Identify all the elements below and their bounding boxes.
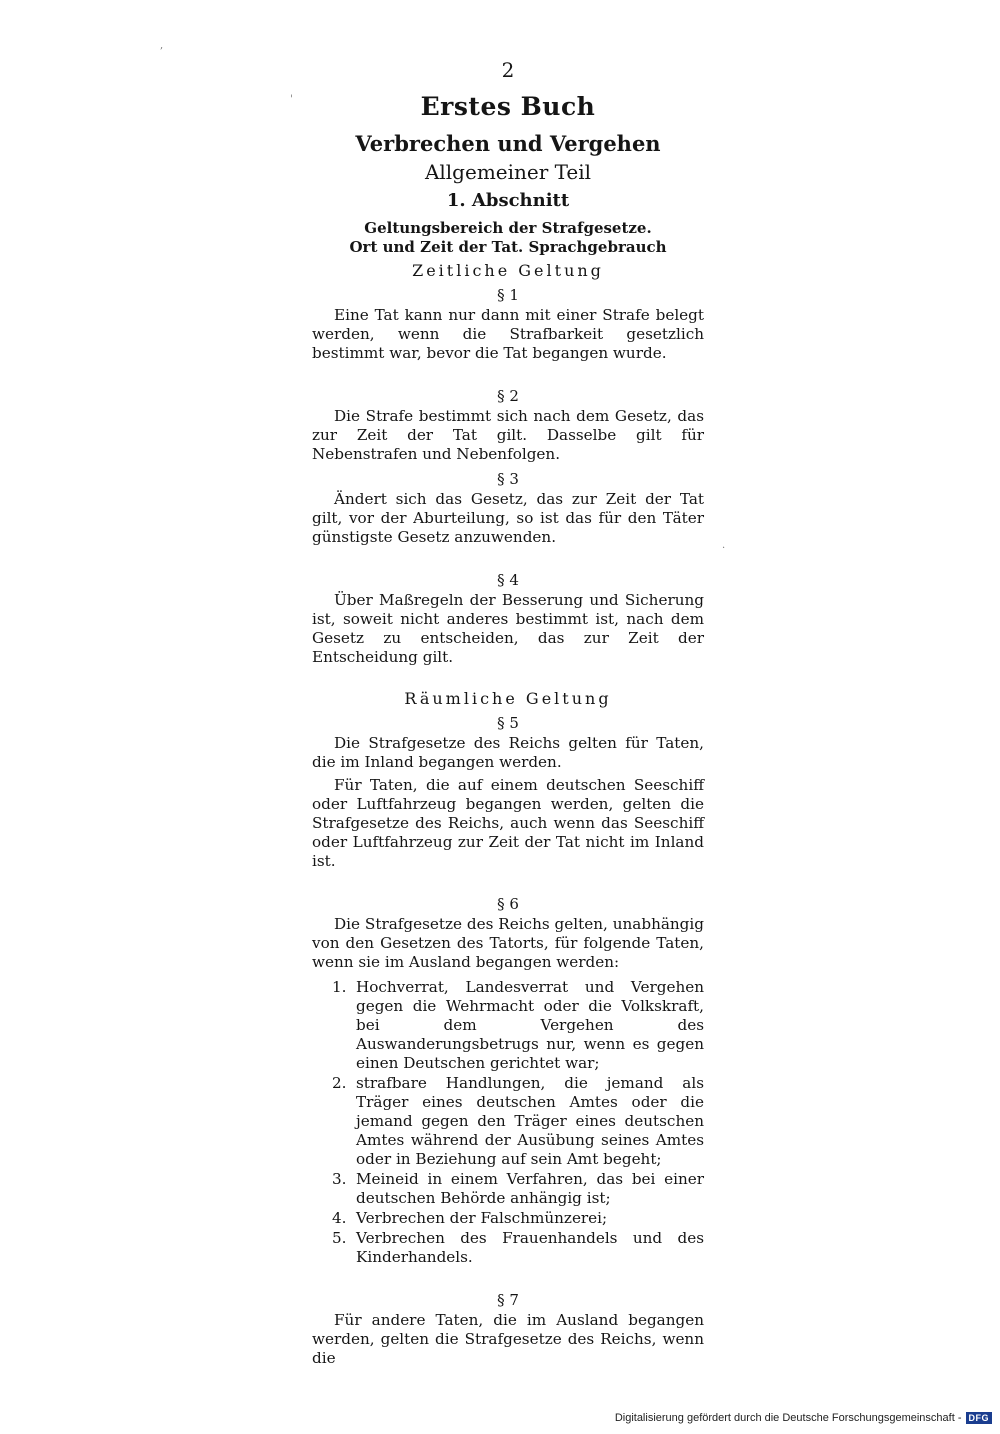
- list-item: [312, 1170, 704, 1208]
- credit-text: Digitalisierung gefördert durch die Deutsche Forschungsgemeinschaft -: [614, 1412, 962, 1424]
- paragraph-number-1: § 1: [497, 286, 519, 304]
- subheading-temporal: Zeitliche Geltung: [412, 261, 604, 280]
- list-item-text: Verbrechen des Frauenhandels und des Kinderhandels.: [356, 1229, 704, 1266]
- list-item: [312, 1229, 704, 1267]
- list-item-number: 1.: [332, 978, 347, 996]
- document-page: [312, 58, 704, 1368]
- paragraph-5-text-2: Für Taten, die auf einem deutschen Seeschiff oder Luftfahrzeug begangen werden, gelten die Strafgesetze des Reichs, auch wenn das Seeschiff oder Luftfahrzeug zur Zeit der Tat nicht im Inland ist.: [312, 776, 704, 870]
- part-title: Allgemeiner Teil: [424, 160, 592, 184]
- paragraph-number-3: § 3: [497, 470, 519, 488]
- scan-speck: ,: [160, 40, 164, 51]
- page-number: 2: [501, 58, 515, 82]
- list-item-number: 2.: [332, 1074, 347, 1092]
- list-item-text: Hochverrat, Landesverrat und Vergehen gegen die Wehrmacht oder die Volkskraft, bei dem Vergehen des Auswanderungsbetrugs nur, wenn es gegen einen Deutschen gerichtet war;: [356, 978, 704, 1072]
- paragraph-number-6: § 6: [497, 895, 519, 913]
- scan-speck: .: [722, 540, 726, 551]
- paragraph-number-4: § 4: [497, 571, 519, 589]
- paragraph-3-text: Ändert sich das Gesetz, das zur Zeit der Tat gilt, vor der Aburteilung, so ist das für den Täter günstigste Gesetz anzuwenden.: [312, 490, 704, 546]
- list-item-number: 4.: [332, 1209, 347, 1227]
- paragraph-5-text-1: Die Strafgesetze des Reichs gelten für Taten, die im Inland begangen werden.: [312, 734, 704, 771]
- book-title: Erstes Buch: [420, 92, 596, 121]
- paragraph-7-text: Für andere Taten, die im Ausland begangen werden, gelten die Strafgesetze des Reichs, wenn die: [312, 1311, 704, 1367]
- paragraph-4-text: Über Maßregeln der Besserung und Sicherung ist, soweit nicht anderes bestimmt ist, nach dem Gesetz zu entscheiden, das zur Zeit der Entscheidung gilt.: [312, 591, 704, 666]
- paragraph-1-text: Eine Tat kann nur dann mit einer Strafe belegt werden, wenn die Strafbarkeit gesetzlich bestimmt war, bevor die Tat begangen wurde.: [312, 306, 704, 362]
- section-description-line-2: Ort und Zeit der Tat. Sprachgebrauch: [349, 238, 667, 256]
- paragraph-2-text: Die Strafe bestimmt sich nach dem Gesetz, das zur Zeit der Tat gilt. Dasselbe gilt für Nebenstrafen und Nebenfolgen.: [312, 407, 704, 463]
- dfg-logo: DFG: [966, 1412, 993, 1424]
- list-item-text: Meineid in einem Verfahren, das bei einer deutschen Behörde anhängig ist;: [356, 1170, 704, 1207]
- list-item-text: Verbrechen der Falschmünzerei;: [356, 1209, 608, 1227]
- subheading-spatial: Räumliche Geltung: [404, 689, 612, 708]
- list-item-number: 3.: [332, 1170, 347, 1188]
- list-item-text: strafbare Handlungen, die jemand als Träger eines deutschen Amtes oder die jemand gegen den Träger eines deutschen Amtes während der Ausübung seines Amtes oder in Beziehung auf sein Amt begeht;: [356, 1074, 704, 1168]
- list-item: [312, 1209, 704, 1228]
- list-item-number: 5.: [332, 1229, 347, 1247]
- list-item: [312, 978, 704, 1073]
- paragraph-number-5: § 5: [497, 714, 519, 732]
- section-title: 1. Abschnitt: [446, 190, 570, 211]
- paragraph-number-2: § 2: [497, 387, 519, 405]
- book-subtitle: Verbrechen und Vergehen: [355, 131, 661, 156]
- scan-speck: ': [290, 94, 293, 105]
- paragraph-6-list: [312, 978, 704, 1267]
- list-item: [312, 1074, 704, 1169]
- paragraph-6-text: Die Strafgesetze des Reichs gelten, unabhängig von den Gesetzen des Tatorts, für folgende Taten, wenn sie im Ausland begangen werden:: [312, 915, 704, 971]
- paragraph-number-7: § 7: [497, 1291, 519, 1309]
- section-description-line-1: Geltungsbereich der Strafgesetze.: [364, 219, 652, 237]
- digitization-credit: [615, 1412, 992, 1424]
